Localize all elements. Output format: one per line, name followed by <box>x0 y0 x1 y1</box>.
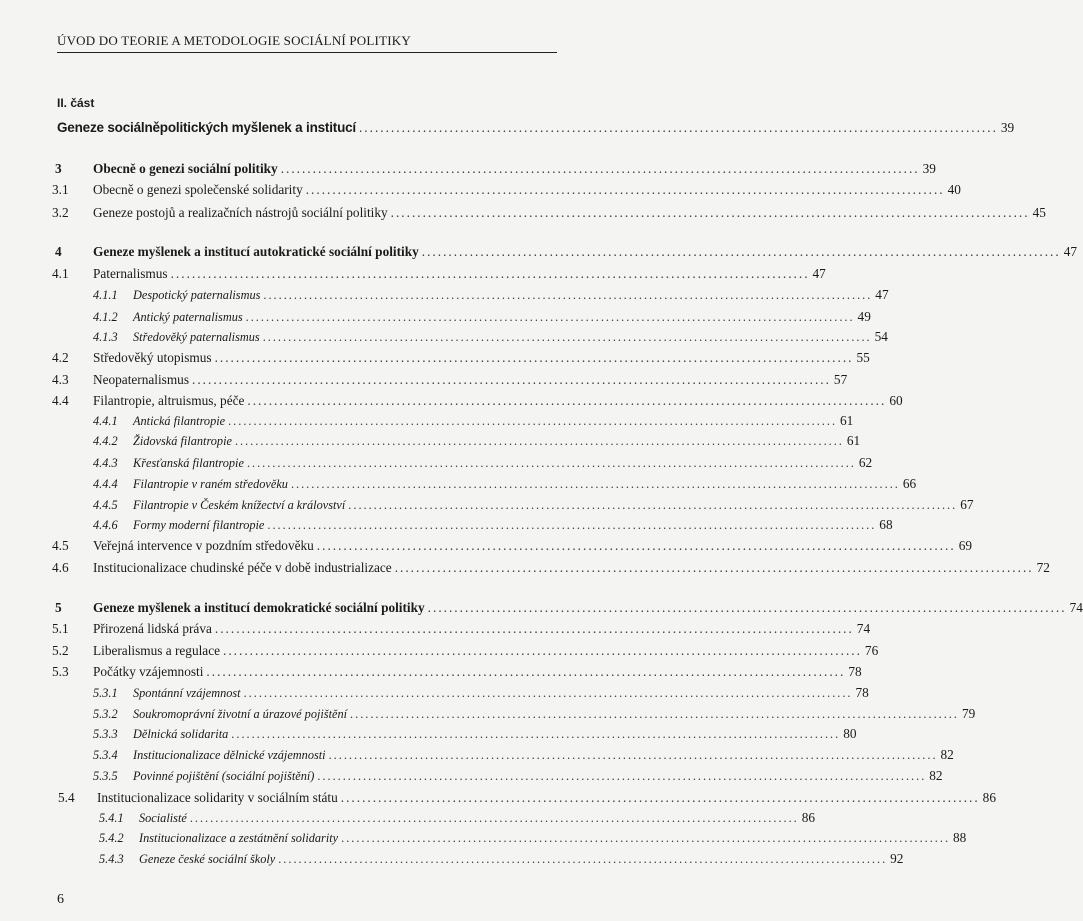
toc-entry-title: Despotický paternalismus <box>133 288 261 302</box>
toc-entry-number: 5.2 <box>52 643 69 658</box>
dot-leader: ........................................................................................................................ <box>316 538 956 553</box>
toc-entry-page: 78 <box>855 685 869 700</box>
toc-entry-number: 4.5 <box>52 538 69 553</box>
toc-entry-number: 4.4.1 <box>93 414 118 428</box>
toc-entry-title: Povinné pojištění (sociální pojištění) <box>133 769 315 783</box>
dot-leader: ........................................................................................................................ <box>305 182 945 197</box>
dot-leader: ........................................................................................................................ <box>358 120 998 135</box>
toc-entry-line <box>133 515 893 535</box>
toc-entry-number: 4.3 <box>52 372 69 387</box>
toc-entry <box>0 558 1050 578</box>
dot-leader: ........................................................................................................................ <box>228 414 838 428</box>
toc-entry-line <box>93 370 848 390</box>
toc-entry-title: Středověký paternalismus <box>133 330 260 344</box>
toc-entry <box>0 828 967 848</box>
dot-leader: ........................................................................................................................ <box>394 560 1034 575</box>
toc-entry <box>0 370 848 390</box>
toc-entry-line <box>133 745 954 765</box>
toc-entry-number: 4.6 <box>52 560 69 575</box>
toc-entry-page: 92 <box>890 851 904 866</box>
toc-entry-page: 80 <box>843 726 857 741</box>
part-label: II. část <box>57 96 95 110</box>
dot-leader: ........................................................................................................................ <box>328 748 938 762</box>
toc-entry-line <box>133 704 976 724</box>
toc-entry-page: 40 <box>947 182 961 197</box>
toc-entry-page: 67 <box>960 497 974 512</box>
toc-entry-title: Filantropie, altruismus, péče <box>93 393 245 408</box>
toc-entry-title: Počátky vzájemnosti <box>93 664 204 679</box>
toc-entry-page: 45 <box>1032 205 1046 220</box>
dot-leader: ........................................................................................................................ <box>189 811 799 825</box>
toc-entry-page: 62 <box>858 455 873 470</box>
toc-entry-title: Socialisté <box>139 811 187 825</box>
toc-entry-number: 4.4.2 <box>93 434 118 448</box>
toc-entry-line <box>133 495 974 515</box>
toc-entry-title: Formy moderní filantropie <box>133 518 265 532</box>
toc-entry-page: 54 <box>874 329 888 344</box>
dot-leader: ........................................................................................................................ <box>290 477 900 491</box>
toc-entry-page: 74 <box>1069 600 1083 615</box>
toc-entry-page: 60 <box>889 393 903 408</box>
toc-entry-page: 79 <box>961 706 976 721</box>
toc-entry <box>0 745 954 765</box>
toc-entry <box>0 598 1083 618</box>
toc-entry-number: 3.2 <box>52 205 69 220</box>
toc-entry <box>0 788 996 808</box>
toc-entry-page: 39 <box>922 161 936 176</box>
toc-entry-title: Institucionalizace dělnické vzájemnosti <box>133 748 326 762</box>
toc-entry-page: 72 <box>1036 560 1050 575</box>
toc-entry-title: Geneze sociálněpolitických myšlenek a institucí <box>57 120 356 135</box>
toc-entry <box>0 808 816 828</box>
toc-entry-page: 49 <box>857 309 871 324</box>
dot-leader: ........................................................................................................................ <box>262 330 872 344</box>
toc-entry-number: 3.1 <box>52 182 69 197</box>
toc-entry-title: Geneze postojů a realizačních nástrojů sociální politiky <box>93 205 388 220</box>
toc-entry-line <box>133 683 869 703</box>
toc-entry-line <box>133 766 943 786</box>
toc-entry-number: 5.1 <box>52 621 69 636</box>
toc-entry-page: 61 <box>846 433 861 448</box>
toc-entry <box>0 391 903 411</box>
toc-entry-title: Filantropie v Českém knížectví a království <box>133 498 346 512</box>
toc-entry-number: 4.4.6 <box>93 518 118 532</box>
toc-entry-number: 3 <box>55 161 62 176</box>
toc-entry <box>0 849 904 869</box>
dot-leader: ........................................................................................................................ <box>421 244 1061 259</box>
toc-entry-title: Židovská filantropie <box>133 434 232 448</box>
dot-leader: ........................................................................................................................ <box>350 707 959 721</box>
toc-entry-line <box>93 348 870 368</box>
toc-entry-number: 4.1.2 <box>93 310 118 324</box>
toc-entry <box>0 704 976 724</box>
toc-entry-line <box>133 431 861 451</box>
toc-entry-number: 5.3.3 <box>93 727 118 741</box>
dot-leader: ........................................................................................................................ <box>206 664 846 679</box>
toc-entry-title: Institucionalizace chudinské péče v době industrializace <box>93 560 392 575</box>
toc-entry-line <box>93 598 1083 618</box>
toc-entry-number: 5.3.4 <box>93 748 118 762</box>
toc-entry-title: Středověký utopismus <box>93 350 212 365</box>
dot-leader: ........................................................................................................................ <box>267 518 877 532</box>
toc-entry-number: 5.4 <box>58 790 75 805</box>
toc-entry-line <box>93 619 871 639</box>
toc-entry-title: Filantropie v raném středověku <box>133 477 288 491</box>
toc-entry-number: 4.2 <box>52 350 69 365</box>
toc-entry-page: 78 <box>848 664 862 679</box>
toc-entry-title: Antická filantropie <box>133 414 226 428</box>
toc-entry-page: 69 <box>958 538 972 553</box>
toc-entry-line <box>97 788 996 808</box>
toc-entry-number: 4.4 <box>52 393 69 408</box>
toc-entry-number: 4.4.5 <box>93 498 118 512</box>
toc-entry <box>0 724 857 744</box>
toc-entry-page: 55 <box>856 350 870 365</box>
toc-entry-number: 5.4.2 <box>99 831 124 845</box>
toc-entry <box>0 348 870 368</box>
toc-entry-title: Institucionalizace a zestátnění solidarity <box>139 831 339 845</box>
toc-entry <box>0 264 826 284</box>
toc-entry <box>0 619 871 639</box>
running-header: ÚVOD DO TEORIE A METODOLOGIE SOCIÁLNÍ POLITIKY <box>57 33 411 48</box>
toc-entry-page: 47 <box>812 266 826 281</box>
toc-entry-number: 4.4.3 <box>93 456 118 470</box>
toc-entry-page: 39 <box>1000 120 1015 135</box>
toc-entry <box>0 203 1046 223</box>
toc-entry-page: 74 <box>856 621 871 636</box>
toc-entry-page: 68 <box>879 517 893 532</box>
toc-entry-number: 5.3.1 <box>93 686 118 700</box>
toc-entry-page: 82 <box>929 768 943 783</box>
dot-leader: ........................................................................................................................ <box>390 205 1030 220</box>
toc-entry-line <box>139 808 816 828</box>
toc-entry-page: 66 <box>902 476 917 491</box>
toc-entry-page: 88 <box>953 830 967 845</box>
toc-entry <box>0 495 974 515</box>
toc-entry-number: 4.1.1 <box>93 288 118 302</box>
toc-entry-title: Veřejná intervence v pozdním středověku <box>93 538 314 553</box>
toc-entry <box>0 474 917 494</box>
toc-entry <box>0 285 889 305</box>
toc-entry-line <box>93 662 862 682</box>
toc-entry-line <box>139 828 967 848</box>
toc-entry-line <box>139 849 904 869</box>
toc-entry <box>0 641 879 661</box>
toc-entry <box>0 242 1077 262</box>
toc-entry-number: 4.4.4 <box>93 477 118 491</box>
toc-entry-number: 5.3.5 <box>93 769 118 783</box>
toc-entry <box>0 411 854 431</box>
dot-leader: ........................................................................................................................ <box>234 434 844 448</box>
toc-entry-number: 5.3.2 <box>93 707 118 721</box>
toc-entry-line <box>93 159 936 179</box>
toc-entry-title: Křesťanská filantropie <box>133 456 244 470</box>
dot-leader: ........................................................................................................................ <box>278 852 888 866</box>
toc-entry <box>0 180 961 200</box>
dot-leader: ........................................................................................................................ <box>280 161 920 176</box>
toc-entry <box>0 683 869 703</box>
toc-entry-line <box>93 536 972 556</box>
dot-leader: ........................................................................................................................ <box>340 790 980 805</box>
toc-entry-line <box>57 118 1015 138</box>
dot-leader: ........................................................................................................................ <box>245 310 855 324</box>
toc-entry-title: Dělnická solidarita <box>133 727 229 741</box>
toc-entry-page: 47 <box>875 287 889 302</box>
dot-leader: ........................................................................................................................ <box>246 456 856 470</box>
toc-entry-number: 4.1.3 <box>93 330 118 344</box>
toc-entry-line <box>93 242 1077 262</box>
toc-entry-line <box>133 453 873 473</box>
toc-entry-number: 5.4.1 <box>99 811 124 825</box>
toc-entry-title: Geneze české sociální školy <box>139 852 276 866</box>
toc-entry-line <box>93 203 1046 223</box>
toc-entry <box>0 327 888 347</box>
toc-entry-title: Geneze myšlenek a institucí demokratické sociální politiky <box>93 600 425 615</box>
toc-entry <box>0 118 1015 138</box>
dot-leader: ........................................................................................................................ <box>192 372 831 387</box>
toc-entry-page: 76 <box>864 643 879 658</box>
toc-entry-title: Geneze myšlenek a institucí autokratické sociální politiky <box>93 244 419 259</box>
toc-entry-title: Přirozená lidská práva <box>93 621 212 636</box>
toc-entry-title: Antický paternalismus <box>133 310 243 324</box>
toc-entry-line <box>133 724 857 744</box>
toc-entry-title: Obecně o genezi sociální politiky <box>93 161 278 176</box>
toc-entry <box>0 307 871 327</box>
dot-leader: ........................................................................................................................ <box>170 266 810 281</box>
dot-leader: ........................................................................................................................ <box>317 769 927 783</box>
toc-entry-title: Institucionalizace solidarity v sociálním státu <box>97 790 338 805</box>
toc-entry-title: Neopaternalismus <box>93 372 190 387</box>
toc-entry-title: Soukromoprávní životní a úrazové pojištění <box>133 707 348 721</box>
toc-entry-line <box>133 285 889 305</box>
toc-entry-line <box>133 474 917 494</box>
dot-leader: ........................................................................................................................ <box>223 643 862 658</box>
toc-entry <box>0 159 936 179</box>
dot-leader: ........................................................................................................................ <box>341 831 951 845</box>
toc-entry-page: 47 <box>1063 244 1077 259</box>
toc-entry-number: 4 <box>55 244 62 259</box>
toc-entry <box>0 536 972 556</box>
toc-entry-number: 5.3 <box>52 664 69 679</box>
toc-entry-page: 57 <box>833 372 848 387</box>
toc-entry <box>0 766 943 786</box>
toc-entry <box>0 453 873 473</box>
toc-entry-line <box>133 327 888 347</box>
dot-leader: ........................................................................................................................ <box>231 727 841 741</box>
dot-leader: ........................................................................................................................ <box>243 686 853 700</box>
toc-entry-line <box>93 558 1050 578</box>
dot-leader: ........................................................................................................................ <box>214 350 854 365</box>
toc-entry <box>0 431 861 451</box>
dot-leader: ........................................................................................................................ <box>263 288 873 302</box>
toc-entry <box>0 515 893 535</box>
toc-entry-page: 82 <box>940 747 954 762</box>
toc-entry-page: 61 <box>840 413 854 428</box>
toc-entry-line <box>93 641 879 661</box>
toc-entry-title: Liberalismus a regulace <box>93 643 221 658</box>
page-number: 6 <box>57 892 64 907</box>
toc-entry-page: 86 <box>801 810 816 825</box>
dot-leader: ........................................................................................................................ <box>427 600 1067 615</box>
toc-entry-number: 5 <box>55 600 62 615</box>
toc-entry-number: 4.1 <box>52 266 69 281</box>
dot-leader: ........................................................................................................................ <box>247 393 887 408</box>
toc-entry-title: Obecně o genezi společenské solidarity <box>93 182 303 197</box>
toc-entry-title: Paternalismus <box>93 266 168 281</box>
toc-entry-number: 5.4.3 <box>99 852 124 866</box>
toc-entry-line <box>133 411 854 431</box>
toc-entry-line <box>133 307 871 327</box>
toc-entry-line <box>93 180 961 200</box>
toc-entry-line <box>93 264 826 284</box>
toc-entry-page: 86 <box>982 790 996 805</box>
toc-entry-line <box>93 391 903 411</box>
dot-leader: ........................................................................................................................ <box>348 498 958 512</box>
dot-leader: ........................................................................................................................ <box>214 621 854 636</box>
toc-entry-title: Spontánní vzájemnost <box>133 686 241 700</box>
toc-entry <box>0 662 862 682</box>
